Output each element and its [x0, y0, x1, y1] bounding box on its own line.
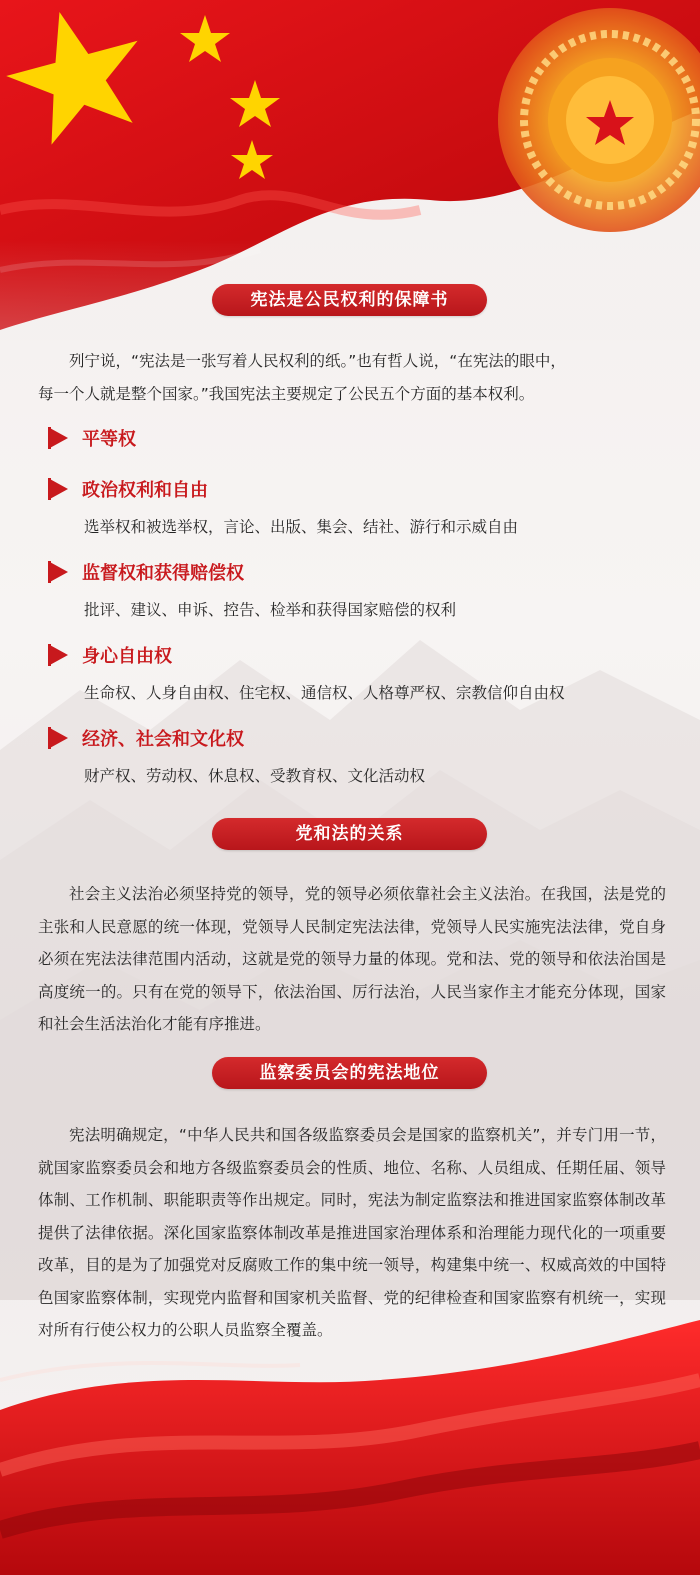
right-item-equality: [48, 424, 668, 452]
section2-paragraph: 社会主义法治必须坚持党的领导，党的领导必须依靠社会主义法治。在我国，法是党的主张和人民意愿的统一体现，党领导人民制定宪法法律，党领导人民实施宪法法律，党自身必须在宪法法律范围内活动，这就是党的领导力量的体现。党和法、党的领导和依法治国是高度统一的。只有在党的领导下，依法治国、厉行法治，人民当家作主才能充分体现，国家和社会生活法治化才能有序推进。: [38, 885, 666, 1033]
triangle-bullet-icon: [48, 427, 68, 449]
banner-section2: 党和法的关系: [212, 818, 487, 850]
banner-section1: 宪法是公民权利的保障书: [212, 284, 487, 316]
right-title: 监督权和获得赔偿权: [82, 563, 244, 584]
footer-ribbon-decoration: [0, 1320, 700, 1575]
intro-line-1: 列宁说，“宪法是一张写着人民权利的纸。”也有哲人说，“在宪法的眼中，: [69, 352, 566, 370]
right-item-economic: [48, 724, 668, 786]
right-title: 平等权: [82, 429, 136, 450]
right-desc: 财产权、劳动权、休息权、受教育权、文化活动权: [84, 767, 426, 785]
triangle-bullet-icon: [48, 478, 68, 500]
right-desc: 生命权、人身自由权、住宅权、通信权、人格尊严权、宗教信仰自由权: [84, 684, 565, 702]
section3-paragraph: 宪法明确规定，“中华人民共和国各级监察委员会是国家的监察机关”，并专门用一节，就国家监察委员会和地方各级监察委员会的性质、地位、名称、人员组成、任期任届、领导体制、工作机制、职能职责等作出规定。同时，宪法为制定监察法和推进国家监察体制改革提供了法律依据。深化国家监察体制改革是推进国家治理体系和治理能力现代化的一项重要改革，目的是为了加强党对反腐败工作的集中统一领导，构建集中统一、权威高效的中国特色国家监察体制，实现党内监督和国家机关监督、党的纪律检查和国家监察有机统一，实现对所有行使公权力的公职人员监察全覆盖。: [38, 1126, 666, 1339]
right-item-political: [48, 475, 668, 537]
triangle-bullet-icon: [48, 727, 68, 749]
right-title: 经济、社会和文化权: [82, 729, 244, 750]
right-desc: 批评、建议、申诉、控告、检举和获得国家赔偿的权利: [84, 601, 457, 619]
banner-section3: 监察委员会的宪法地位: [212, 1057, 487, 1089]
intro-line-2: 每一个人就是整个国家。”我国宪法主要规定了公民五个方面的基本权利。: [38, 384, 535, 403]
right-item-supervision: [48, 558, 668, 620]
section1-intro: [38, 345, 666, 410]
right-title: 政治权利和自由: [82, 480, 208, 501]
triangle-bullet-icon: [48, 561, 68, 583]
right-desc: 选举权和被选举权，言论、出版、集会、结社、游行和示威自由: [84, 518, 519, 536]
triangle-bullet-icon: [48, 644, 68, 666]
right-title: 身心自由权: [82, 646, 172, 667]
right-item-personal-freedom: [48, 641, 668, 703]
